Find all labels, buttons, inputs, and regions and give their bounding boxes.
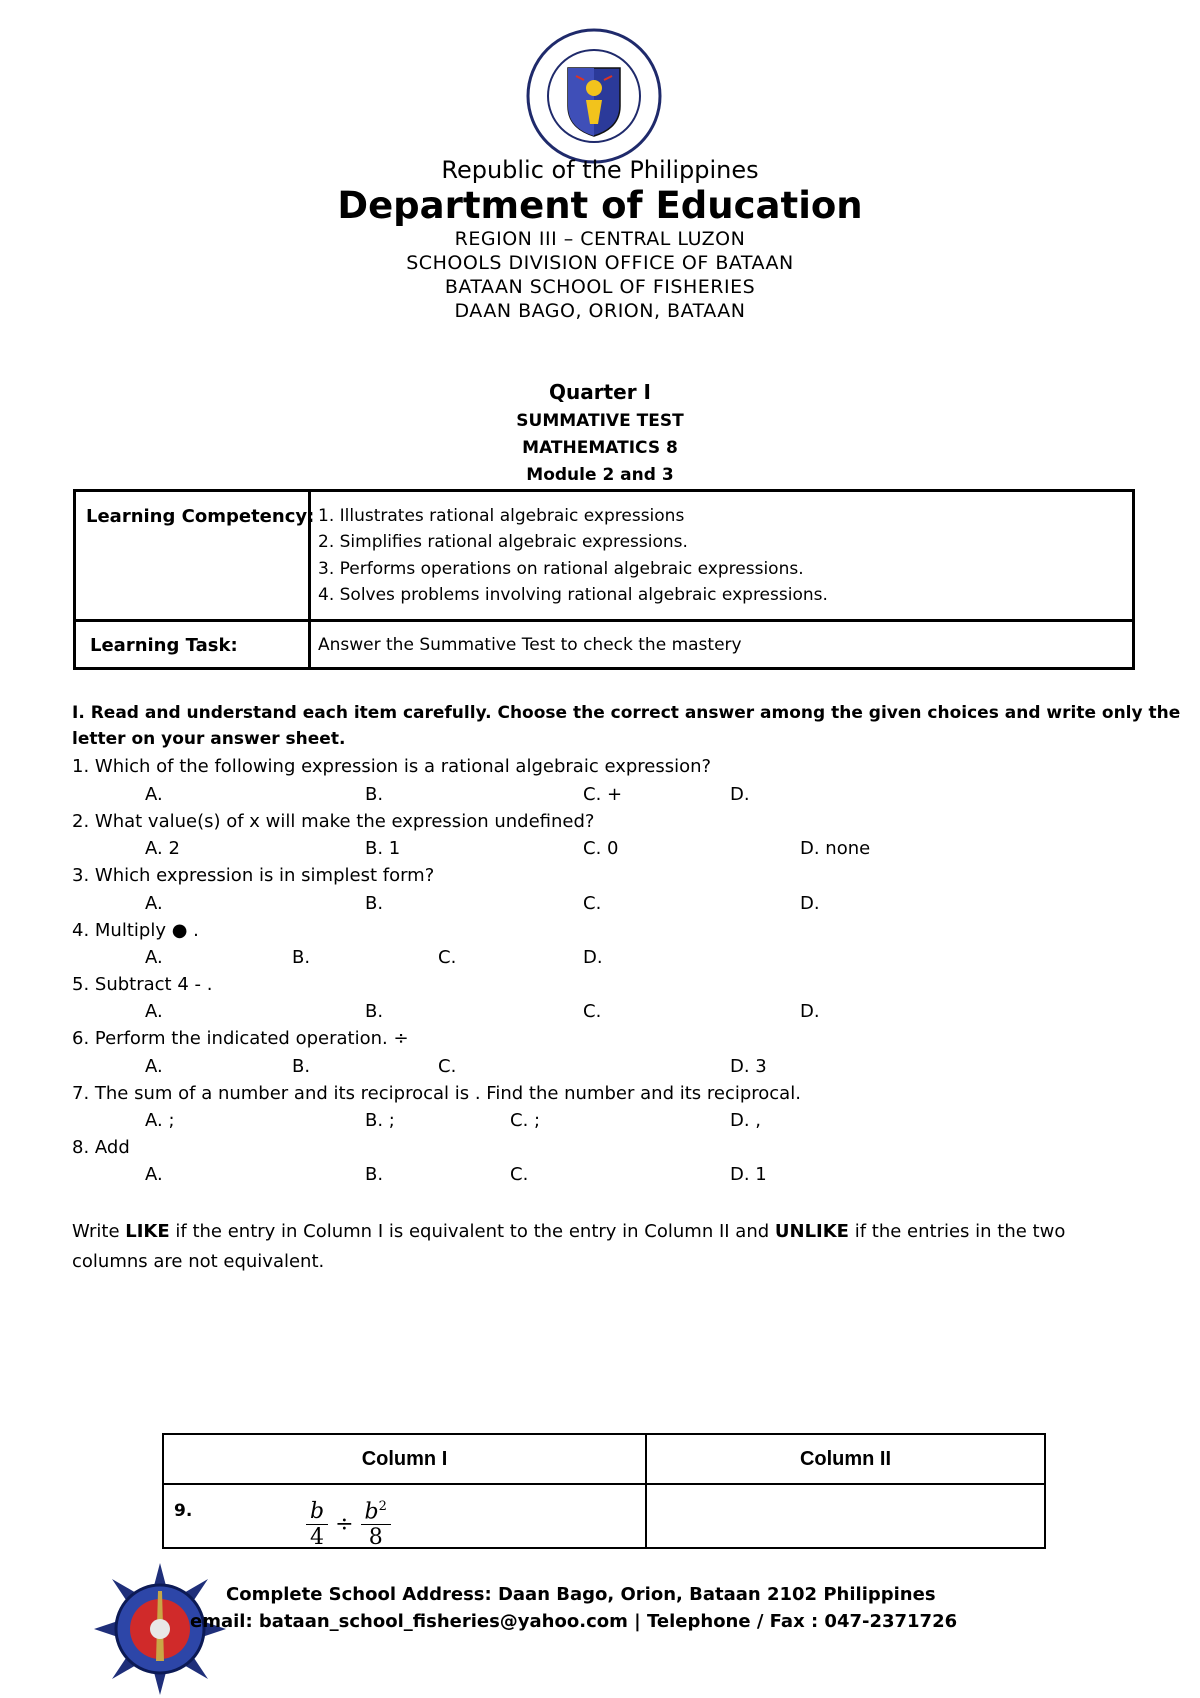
like-text-part: if the entry in Column I is equivalent to the entry in Column II and (169, 1221, 775, 1242)
question-3: 3. Which expression is in simplest form? (72, 865, 435, 886)
q2-option-b: B. 1 (365, 838, 401, 859)
q6-option-d: D. 3 (730, 1056, 767, 1077)
address-line: DAAN BAGO, ORION, BATAAN (454, 300, 746, 322)
school-line: BATAAN SCHOOL OF FISHERIES (444, 276, 756, 298)
divide-operator: ÷ (335, 1512, 354, 1538)
q1-option-a: A. (145, 784, 163, 805)
q1-option-d: D. (730, 784, 750, 805)
q5-option-c: C. (583, 1001, 602, 1022)
denominator: 4 (310, 1525, 325, 1551)
region-line: REGION III – CENTRAL LUZON (454, 228, 746, 250)
department-title: Department of Education (337, 184, 863, 227)
exponent: 2 (378, 1499, 387, 1514)
question-6: 6. Perform the indicated operation. ÷ (72, 1028, 409, 1049)
question-5: 5. Subtract 4 - . (72, 974, 213, 995)
competency-item: 2. Simplifies rational algebraic expressions. (318, 532, 688, 552)
subject-title: MATHEMATICS 8 (522, 438, 678, 458)
question-4: 4. Multiply ● . (72, 920, 199, 941)
q6-option-c: C. (438, 1056, 457, 1077)
q8-option-b: B. (365, 1164, 384, 1185)
deped-seal-logo (526, 28, 662, 164)
question-8: 8. Add (72, 1137, 130, 1158)
module-title: Module 2 and 3 (526, 465, 674, 485)
row-9-column-2[interactable] (646, 1484, 1045, 1548)
q2-option-d: D. none (800, 838, 871, 859)
q1-option-c: C. + (583, 784, 623, 805)
q2-option-c: C. 0 (583, 838, 619, 859)
q1-option-b: B. (365, 784, 384, 805)
q8-option-a: A. (145, 1164, 163, 1185)
competency-item: 3. Performs operations on rational algebraic expressions. (318, 559, 804, 579)
q7-option-a: A. ; (145, 1110, 175, 1131)
q5-option-b: B. (365, 1001, 384, 1022)
column-2-header: Column II (646, 1434, 1045, 1484)
numerator: b (306, 1499, 328, 1525)
q3-option-d: D. (800, 893, 820, 914)
like-instructions-line2: columns are not equivalent. (72, 1251, 325, 1272)
q5-option-d: D. (800, 1001, 820, 1022)
q4-option-a: A. (145, 947, 163, 968)
row-9-expression (306, 1499, 391, 1550)
like-text-part: Write (72, 1221, 126, 1242)
task-text: Answer the Summative Test to check the mastery (318, 635, 742, 655)
task-label: Learning Task: (90, 635, 238, 656)
footer-phone: Telephone / Fax : 047-2371726 (647, 1611, 958, 1632)
q2-option-a: A. 2 (145, 838, 180, 859)
q5-option-a: A. (145, 1001, 163, 1022)
republic-line: Republic of the Philippines (441, 156, 759, 184)
footer-contact (190, 1611, 957, 1632)
row-9-column-1 (163, 1484, 646, 1551)
q7-option-b: B. ; (365, 1110, 395, 1131)
numerator: b (364, 1499, 379, 1525)
like-text-part: if the entries in the two (848, 1221, 1066, 1242)
test-title: SUMMATIVE TEST (516, 411, 684, 431)
denominator: 8 (368, 1525, 383, 1551)
division-line: SCHOOLS DIVISION OFFICE OF BATAAN (406, 252, 794, 274)
competency-item: 4. Solves problems involving rational algebraic expressions. (318, 585, 828, 605)
question-1: 1. Which of the following expression is a rational algebraic expression? (72, 756, 712, 777)
question-2: 2. What value(s) of x will make the expression undefined? (72, 811, 595, 832)
q4-option-c: C. (438, 947, 457, 968)
like-instructions-line1 (72, 1221, 1065, 1242)
column-1-header: Column I (163, 1434, 646, 1484)
unlike-keyword: UNLIKE (774, 1221, 849, 1242)
q3-option-b: B. (365, 893, 384, 914)
q4-option-d: D. (583, 947, 603, 968)
competency-label: Learning Competency: (86, 506, 315, 527)
row-9-label: 9. (174, 1501, 193, 1521)
instructions-line1: I. Read and understand each item carefully. Choose the correct answer among the given choices and write only the (72, 703, 1181, 723)
q3-option-a: A. (145, 893, 163, 914)
quarter-title: Quarter I (549, 380, 651, 404)
q3-option-c: C. (583, 893, 602, 914)
q6-option-a: A. (145, 1056, 163, 1077)
q6-option-b: B. (292, 1056, 311, 1077)
footer-separator: | (634, 1611, 641, 1632)
instructions-line2: letter on your answer sheet. (72, 729, 346, 749)
q7-option-d: D. , (730, 1110, 762, 1131)
columns-table (162, 1433, 1046, 1549)
footer-email[interactable]: email: bataan_school_fisheries@yahoo.com (190, 1611, 628, 1632)
competency-item: 1. Illustrates rational algebraic expressions (318, 506, 685, 526)
question-7: 7. The sum of a number and its reciprocal is . Find the number and its reciprocal. (72, 1083, 801, 1104)
q4-option-b: B. (292, 947, 311, 968)
like-keyword: LIKE (125, 1221, 170, 1242)
q8-option-d: D. 1 (730, 1164, 767, 1185)
q8-option-c: C. (510, 1164, 529, 1185)
q7-option-c: C. ; (510, 1110, 541, 1131)
footer-address: Complete School Address: Daan Bago, Orion, Bataan 2102 Philippines (226, 1584, 936, 1605)
